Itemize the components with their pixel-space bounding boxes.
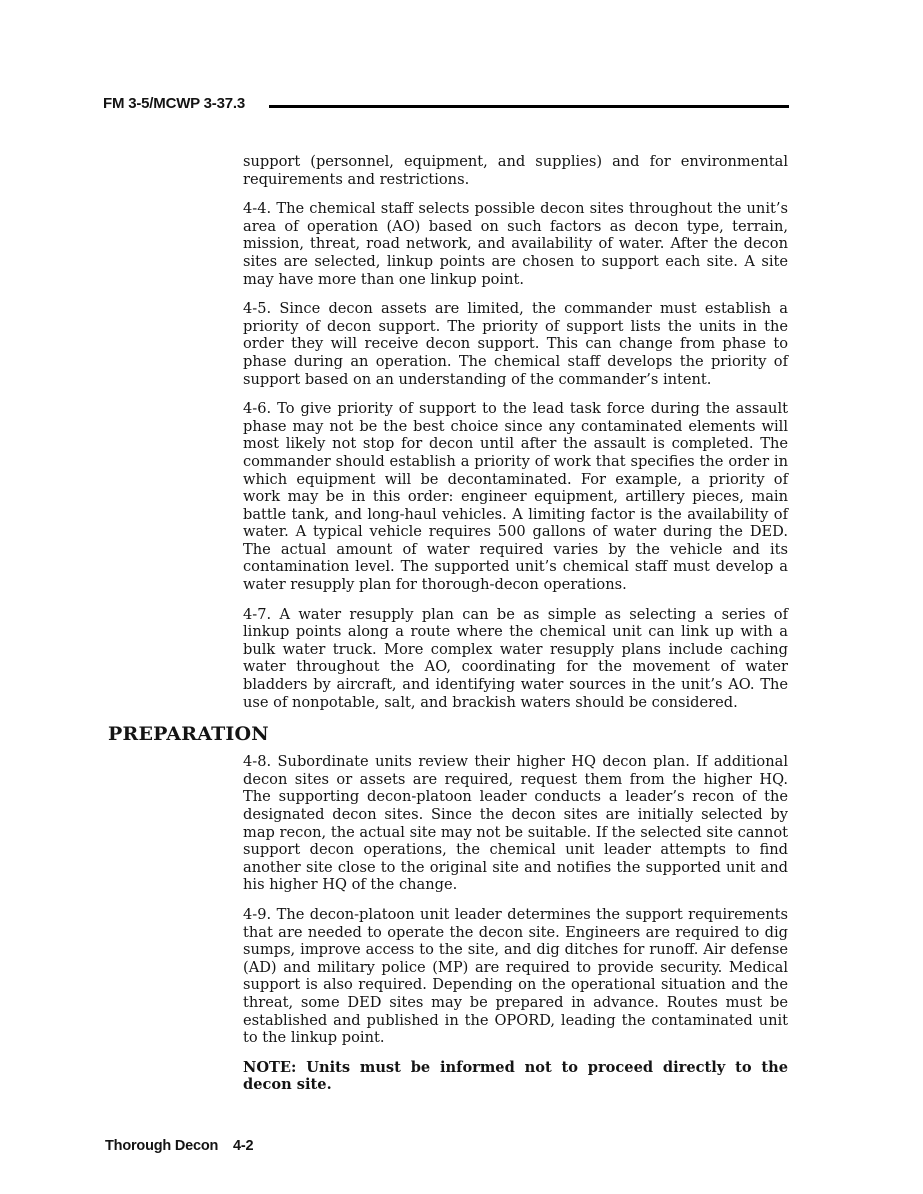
paragraph-4-4: 4-4. The chemical staff selects possible decon sites throughout the unit’s area of operation (AO) based on such factors as decon type, terrain, mission, threat, road network, and availability of water. After the decon sites are selected, linkup points are chosen to support each site. A site may have more than one linkup point. (243, 200, 788, 288)
page-footer (105, 1138, 253, 1154)
footer-chapter-label: Thorough Decon (105, 1138, 219, 1154)
document-id: FM 3-5/MCWP 3-37.3 (103, 95, 245, 112)
paragraph-4-5: 4-5. Since decon assets are limited, the commander must establish a priority of decon support. The priority of support lists the units in the order they will receive decon support. This can change from phase to phase during an operation. The chemical staff develops the priority of support based on an understanding of the commander’s intent. (243, 300, 788, 388)
footer-page-number: 4-2 (233, 1138, 254, 1154)
paragraph-4-8: 4-8. Subordinate units review their higher HQ decon plan. If additional decon sites or assets are required, request them from the higher HQ. The supporting decon-platoon leader conducts a leader’s recon of the designated decon sites. Since the decon sites are initially selected by map recon, the actual site may not be suitable. If the selected site cannot support decon operations, the chemical unit leader attempts to find another site close to the original site and notifies the supported unit and his higher HQ of the change. (243, 753, 788, 894)
paragraph-intro-continuation: support (personnel, equipment, and supplies) and for environmental requirements and restrictions. (243, 153, 788, 188)
note-paragraph: NOTE: Units must be informed not to proceed directly to the decon site. (243, 1058, 788, 1094)
paragraph-4-6: 4-6. To give priority of support to the lead task force during the assault phase may not be the best choice since any contaminated elements will most likely not stop for decon until after the assault is completed. The commander should establish a priority of work that specifies the order in which equipment will be decontaminated. For example, a priority of work may be in this order: engineer equipment, artillery pieces, main battle tank, and long-haul vehicles. A limiting factor is the availability of water. A typical vehicle requires 500 gallons of water during the DED. The actual amount of water required varies by the vehicle and its contamination level. The supported unit’s chemical staff must develop a water resupply plan for thorough-decon operations. (243, 400, 788, 594)
section-heading-preparation: PREPARATION (108, 723, 269, 746)
page-header (103, 95, 789, 112)
page-content (108, 153, 788, 1106)
paragraph-4-7: 4-7. A water resupply plan can be as simple as selecting a series of linkup points along a route where the chemical unit can link up with a bulk water truck. More complex water resupply plans include caching water throughout the AO, coordinating for the movement of water bladders by aircraft, and identifying water sources in the unit’s AO. The use of nonpotable, salt, and brackish waters should be considered. (243, 605, 788, 711)
header-rule (269, 105, 789, 108)
paragraph-4-9: 4-9. The decon-platoon unit leader determines the support requirements that are needed to operate the decon site. Engineers are required to dig sumps, improve access to the site, and dig ditches for runoff. Air defense (AD) and military police (MP) are required to provide security. Medical support is also required. Depending on the operational situation and the threat, some DED sites may be prepared in advance. Routes must be established and published in the OPORD, leading the contaminated unit to the linkup point. (243, 905, 788, 1047)
